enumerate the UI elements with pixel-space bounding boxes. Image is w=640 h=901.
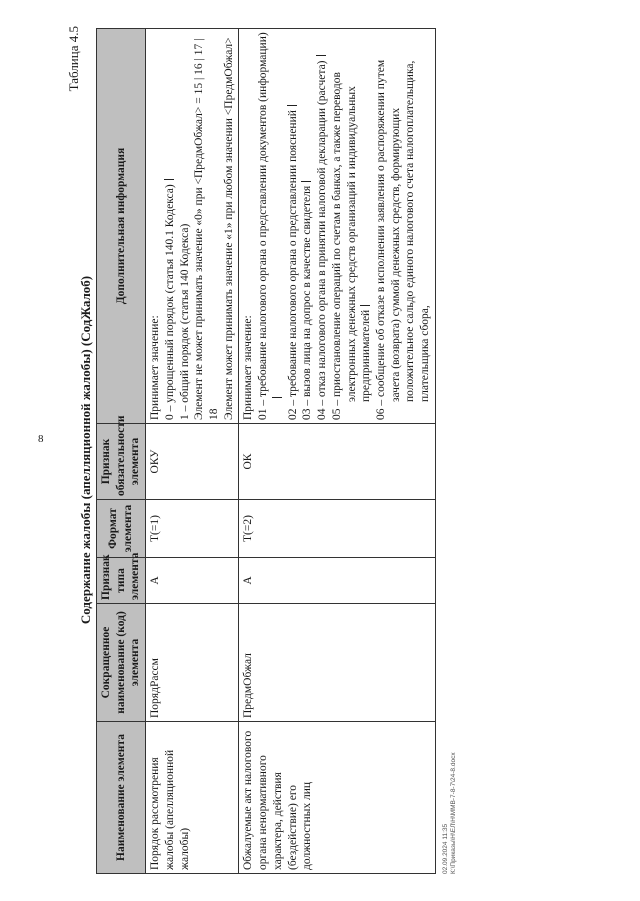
header-type: Признак типа элемента — [97, 558, 146, 604]
info-value: 01 – требование налогового органа о представлении документов (информации) — [256, 32, 285, 420]
info-value: 06 – сообщение об отказе в исполнении заявления о распоряжении путем зачета (возврата) суммой денежных средств, формирующих положительное сальдо единого налогового счета налогоплательщика, плательщика сбора, — [374, 59, 432, 420]
rotated-sheet — [60, 20, 460, 880]
footer-path: К:\Приказы\Н\ЕЛ\Н\ММВ-7-8-7\24-8.docx — [450, 752, 458, 874]
info-value: 04 – отказ налогового органа в принятии налоговой декларации (расчета) — [315, 32, 330, 420]
file-footer — [442, 752, 459, 874]
table-title: Содержание жалобы (апелляционной жалобы) (СодЖалоб) — [78, 275, 93, 625]
page-number: 8 — [38, 433, 44, 445]
cell-code: ПорядРассм — [146, 604, 239, 722]
cell-info — [146, 29, 239, 424]
table-row — [239, 29, 435, 874]
info-value: 03 – вызов лица на допрос в качестве свидетеля — [300, 32, 315, 420]
cell-type: А — [146, 558, 239, 604]
cell-type: А — [239, 558, 435, 604]
info-values — [256, 32, 433, 420]
cell-code: ПредмОбжал — [239, 604, 435, 722]
cell-format: Т(=2) — [239, 500, 435, 558]
info-value: 02 – требование налогового органа о представлении пояснений — [286, 32, 301, 420]
table-number: Таблица 4.5 — [66, 26, 81, 92]
cell-required: ОК — [239, 424, 435, 500]
elements-table — [96, 28, 436, 874]
cell-name: Порядок рассмотрения жалобы (апелляционной жалобы) — [146, 722, 239, 874]
info-values — [163, 32, 192, 420]
header-required: Признак обязательности элемента — [97, 424, 146, 500]
table-row — [146, 29, 239, 874]
table-header-row — [97, 29, 146, 874]
cell-format: Т(=1) — [146, 500, 239, 558]
header-format: Формат элемента — [97, 500, 146, 558]
header-code: Сокращенное наименование (код) элемента — [97, 604, 146, 722]
info-intro: Принимает значение: — [149, 315, 162, 420]
footer-date: 02.09.2024 11:35 — [442, 823, 449, 874]
header-info: Дополнительная информация — [97, 29, 146, 424]
info-note: Элемент может принимать значение «1» при любом значении <ПредмОбжал> — [222, 37, 235, 420]
info-value: 0 – упрощенный порядок (статья 140.1 Кодекса) — [163, 32, 178, 420]
cell-name: Обжалуемые акт налогового органа ненормативного характера, действия (бездействие) его должностных лиц — [239, 722, 435, 874]
info-intro: Принимает значение: — [242, 315, 255, 420]
cell-info — [239, 29, 435, 424]
info-value: 05 – приостановление операций по счетам в банках, а также переводов электронных денежных средств организаций и индивидуальных предпринимателей — [330, 72, 373, 420]
info-value: 1 – общий порядок (статья 140 Кодекса) — [178, 223, 191, 420]
cell-required: ОКУ — [146, 424, 239, 500]
info-note: Элемент не может принимать значение «0» при <ПредмОбжал> = 15 | 16 | 17 | 18 — [193, 38, 221, 420]
header-name: Наименование элемента — [97, 722, 146, 874]
